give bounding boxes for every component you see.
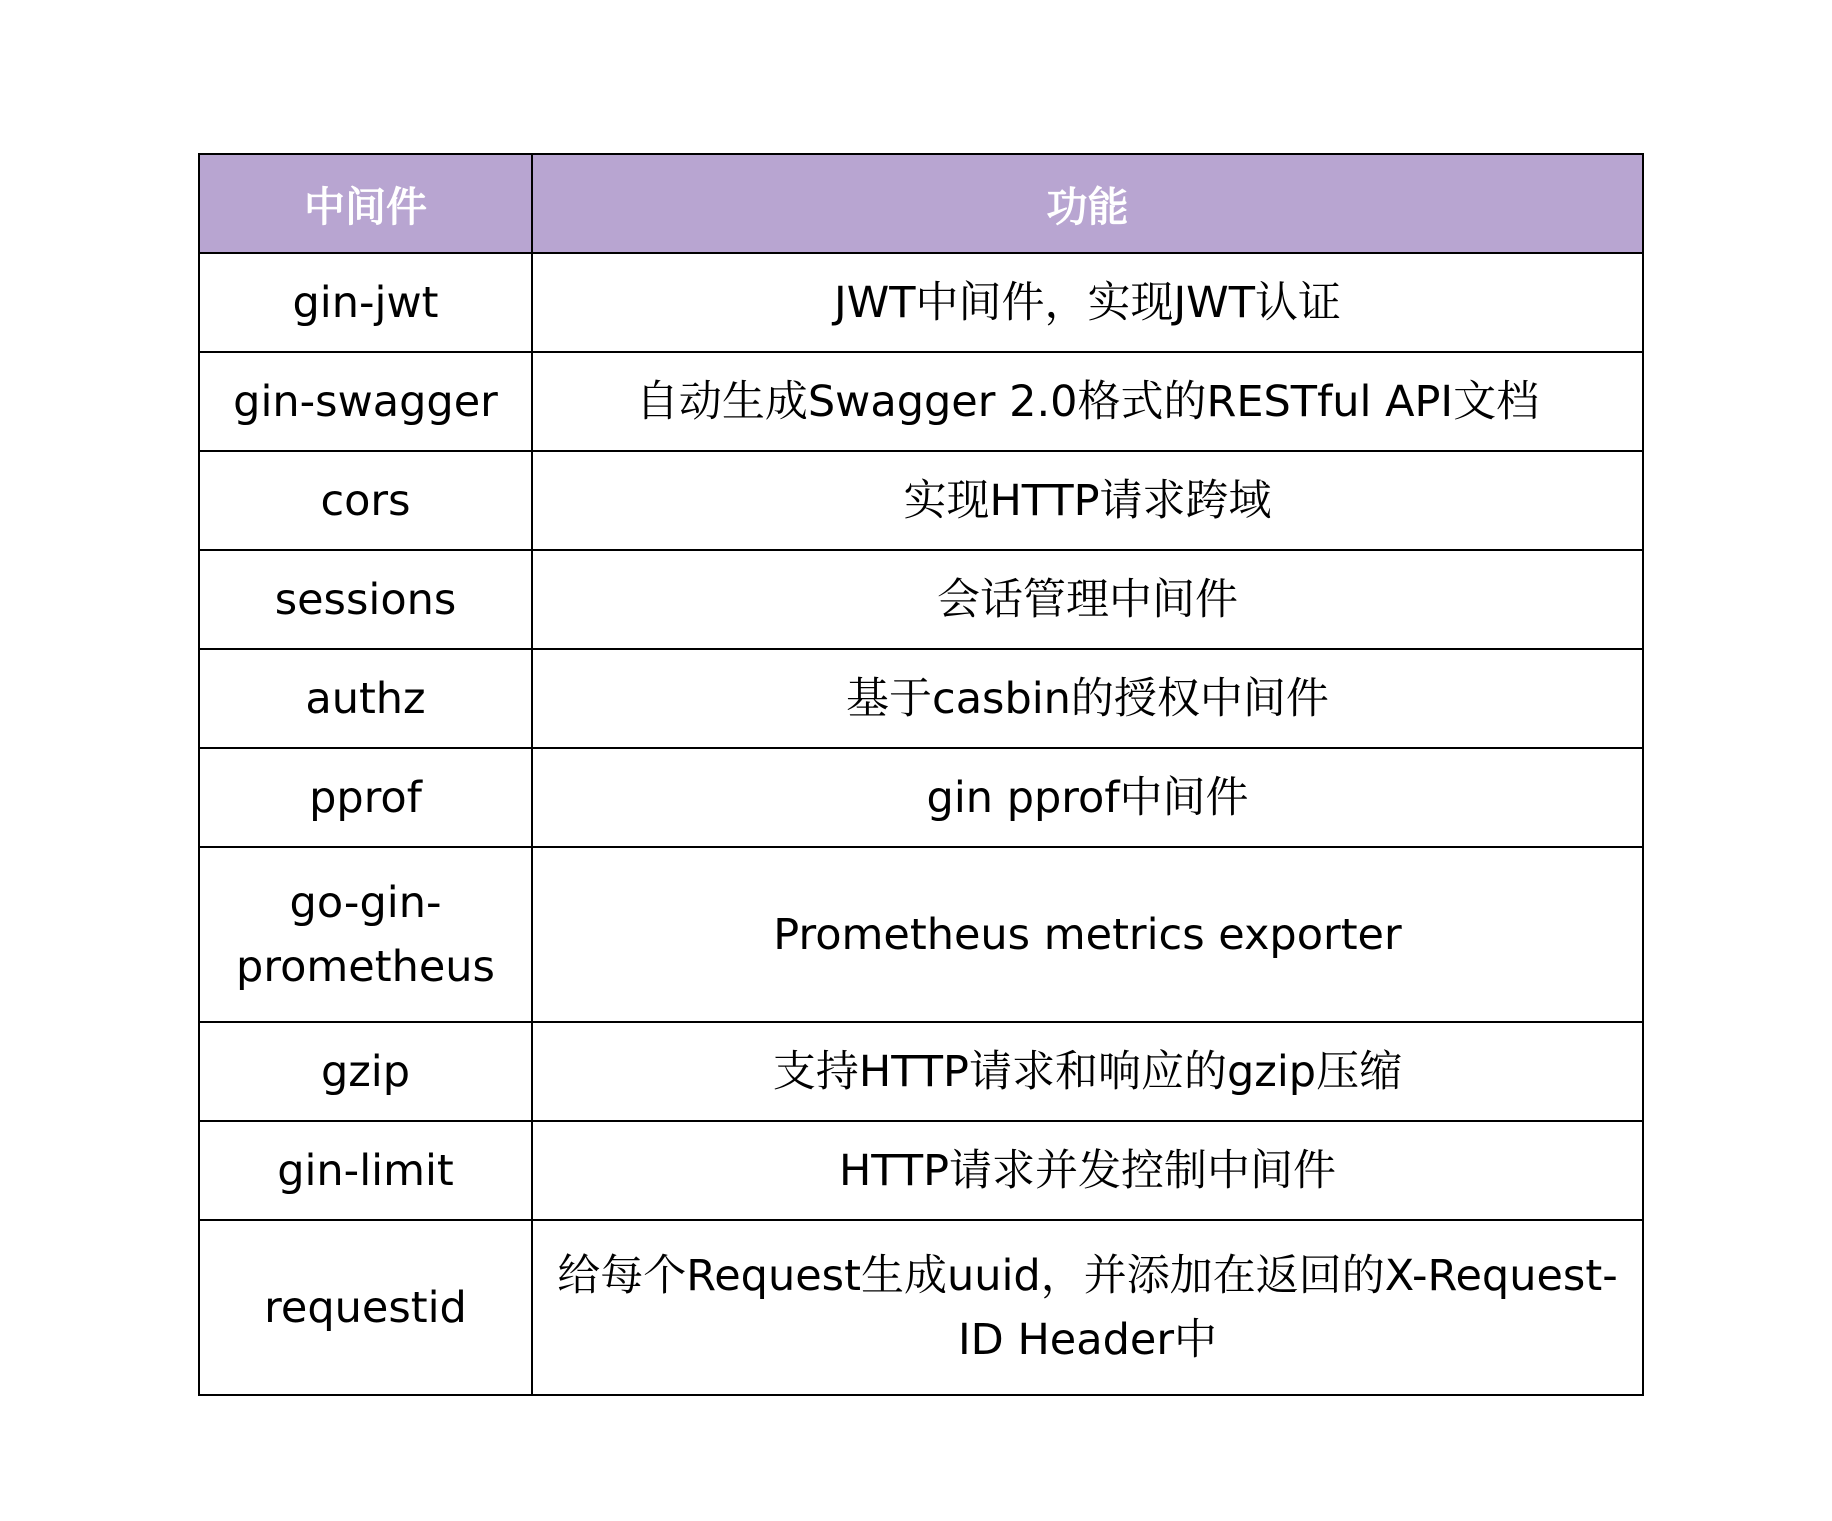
table-header-row [199, 154, 1643, 253]
middleware-name-cell: gzip [199, 1022, 532, 1121]
middleware-function-cell: 基于casbin的授权中间件 [532, 649, 1643, 748]
table-row [199, 1121, 1643, 1220]
table-row [199, 748, 1643, 847]
middleware-function-cell: JWT中间件，实现JWT认证 [532, 253, 1643, 352]
table-row [199, 1022, 1643, 1121]
middleware-function-cell: 实现HTTP请求跨域 [532, 451, 1643, 550]
middleware-function-cell: 自动生成Swagger 2.0格式的RESTful API文档 [532, 352, 1643, 451]
middleware-name-cell: gin-jwt [199, 253, 532, 352]
table-row [199, 649, 1643, 748]
middleware-name-cell: cors [199, 451, 532, 550]
header-name: 中间件 [199, 154, 532, 253]
middleware-table [198, 153, 1644, 1396]
middleware-function-cell: gin pprof中间件 [532, 748, 1643, 847]
middleware-name-cell: go-gin-prometheus [199, 847, 532, 1022]
middleware-name-cell: authz [199, 649, 532, 748]
table-row [199, 451, 1643, 550]
middleware-name-cell: requestid [199, 1220, 532, 1395]
middleware-function-cell: Prometheus metrics exporter [532, 847, 1643, 1022]
middleware-function-cell: HTTP请求并发控制中间件 [532, 1121, 1643, 1220]
middleware-name-cell: pprof [199, 748, 532, 847]
middleware-name-cell: gin-limit [199, 1121, 532, 1220]
middleware-function-cell: 会话管理中间件 [532, 550, 1643, 649]
table-row [199, 253, 1643, 352]
table-row [199, 352, 1643, 451]
header-function: 功能 [532, 154, 1643, 253]
table-row [199, 550, 1643, 649]
table-row [199, 847, 1643, 1022]
middleware-function-cell: 给每个Request生成uuid，并添加在返回的X-Request-ID Header中 [532, 1220, 1643, 1395]
middleware-name-cell: gin-swagger [199, 352, 532, 451]
middleware-function-cell: 支持HTTP请求和响应的gzip压缩 [532, 1022, 1643, 1121]
middleware-name-cell: sessions [199, 550, 532, 649]
table-row [199, 1220, 1643, 1395]
